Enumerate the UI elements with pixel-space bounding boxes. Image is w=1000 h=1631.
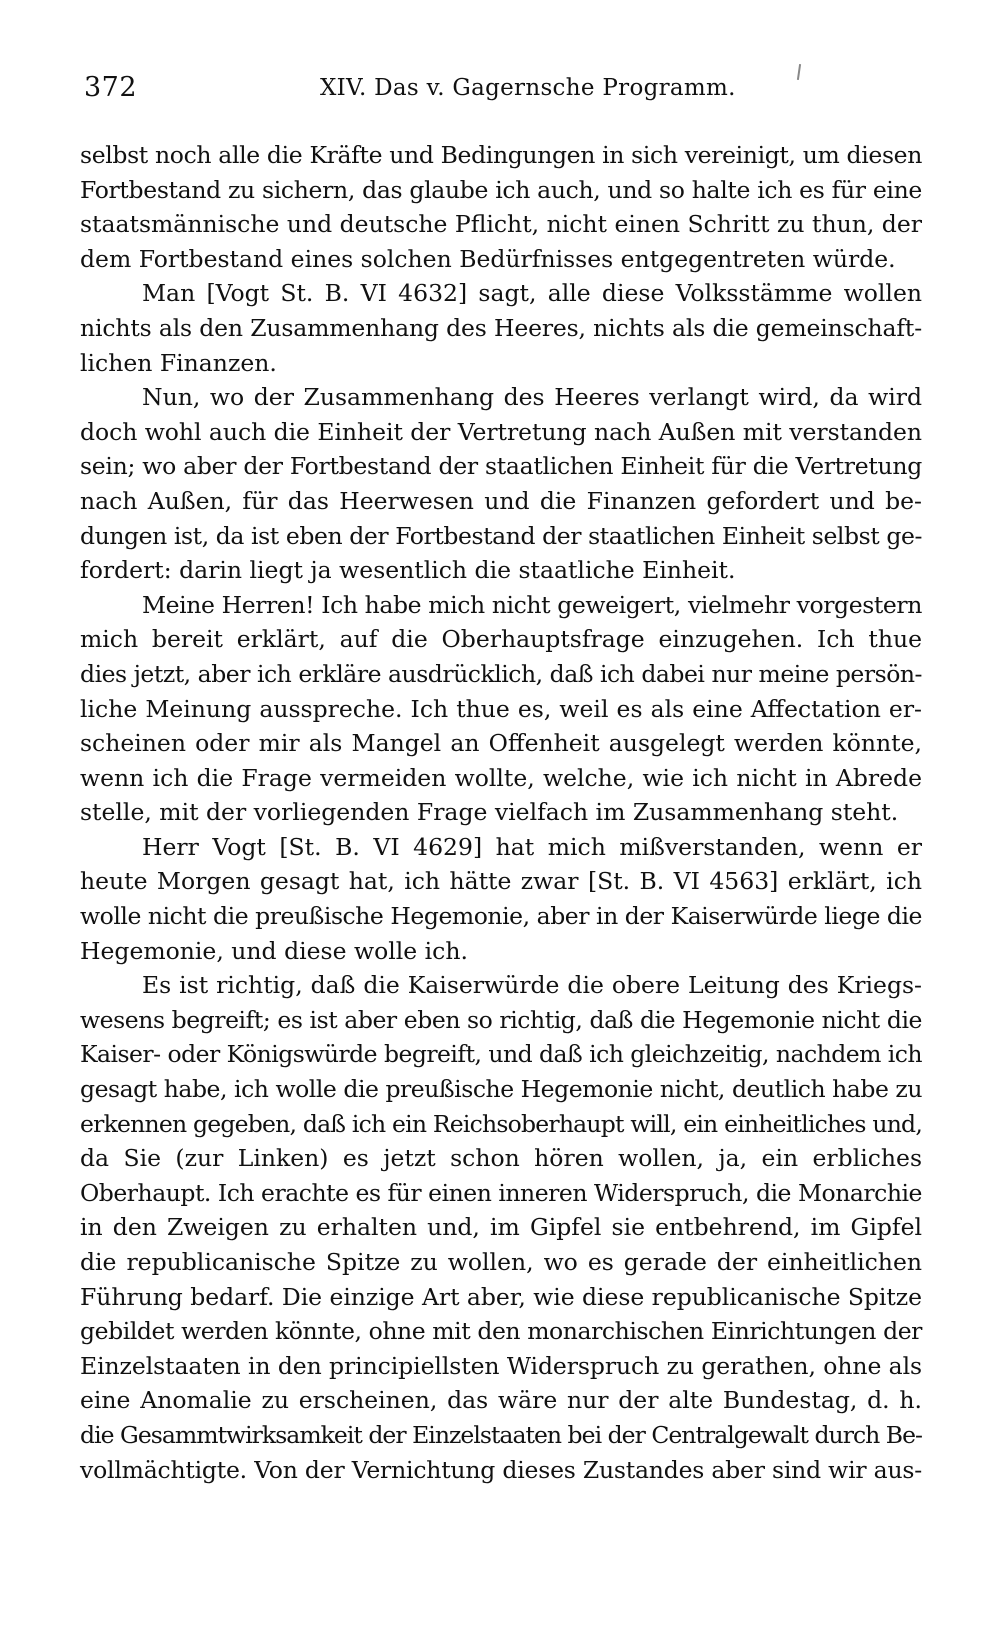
body-text xyxy=(80,138,922,1487)
page-number: 372 xyxy=(84,72,138,103)
text-line: dem Fortbestand eines solchen Bedürfnisses entgegentreten würde. xyxy=(80,244,896,273)
text-line: Hegemonie, und diese wolle ich. xyxy=(80,936,468,965)
text-line: stelle, mit der vorliegenden Frage vielfach im Zusammenhang steht. xyxy=(80,798,899,827)
text-line: Meine Herren! Ich habe mich nicht geweigert, vielmehr vorgestern xyxy=(142,590,922,619)
text-line: Herr Vogt [St. B. VI 4629] hat mich mißverstanden, wenn er xyxy=(142,832,922,861)
text-line: Man [Vogt St. B. VI 4632] sagt, alle diese Volksstämme wollen xyxy=(142,279,922,308)
text-line: sein; wo aber der Fortbestand der staatlichen Einheit für die Vertretung xyxy=(80,452,922,481)
text-line: fordert: darin liegt ja wesentlich die staatliche Einheit. xyxy=(80,556,736,585)
text-line: wesens begreift; es ist aber eben so richtig, daß die Hegemonie nicht die xyxy=(80,1005,922,1034)
text-line: selbst noch alle die Kräfte und Bedingungen in sich vereinigt, um diesen xyxy=(80,141,922,169)
text-line: Einzelstaaten in den principiellsten Widerspruch zu gerathen, ohne als xyxy=(80,1351,923,1380)
text-line: die republicanische Spitze zu wollen, wo es gerade der einheitlichen xyxy=(80,1248,922,1276)
text-line: lichen Finanzen. xyxy=(80,348,277,377)
text-line: liche Meinung ausspreche. Ich thue es, weil es als eine Affectation er- xyxy=(80,694,922,723)
text-line: Führung bedarf. Die einzige Art aber, wie diese republicanische Spitze xyxy=(80,1282,922,1311)
text-line: gesagt habe, ich wolle die preußische Hegemonie nicht, deutlich habe zu xyxy=(80,1075,922,1104)
text-line: Es ist richtig, daß die Kaiserwürde die obere Leitung des Kriegs- xyxy=(142,971,922,1000)
text-line: Nun, wo der Zusammenhang des Heeres verlangt wird, da wird xyxy=(142,383,922,412)
text-line: wolle nicht die preußische Hegemonie, aber in der Kaiserwürde liege die xyxy=(80,902,922,931)
text-line: mich bereit erklärt, auf die Oberhauptsfrage einzugehen. Ich thue xyxy=(80,625,922,654)
text-line: scheinen oder mir als Mangel an Offenheit ausgelegt werden könnte, xyxy=(80,729,922,758)
text-line: dies jetzt, aber ich erkläre ausdrücklich, daß ich dabei nur meine persön- xyxy=(80,659,922,688)
text-line: da Sie (zur Linken) es jetzt schon hören wollen, ja, ein erbliches xyxy=(80,1144,922,1173)
chapter-title: XIV. Das v. Gagernsche Programm. xyxy=(320,75,736,101)
text-line: gebildet werden könnte, ohne mit den monarchischen Einrichtungen der xyxy=(80,1317,922,1346)
running-head xyxy=(82,68,918,108)
text-line: eine Anomalie zu erscheinen, das wäre nur der alte Bundestag, d. h. xyxy=(80,1386,922,1415)
text-line: staatsmännische und deutsche Pflicht, nicht einen Schritt zu thun, der xyxy=(80,210,922,239)
text-line: in den Zweigen zu erhalten und, im Gipfel sie entbehrend, im Gipfel xyxy=(80,1213,922,1242)
text-line: vollmächtigte. Von der Vernichtung dieses Zustandes aber sind wir aus- xyxy=(80,1455,922,1484)
text-line: wenn ich die Frage vermeiden wollte, welche, wie ich nicht in Abrede xyxy=(80,763,922,792)
text-line: nach Außen, für das Heerwesen und die Finanzen gefordert und be- xyxy=(80,486,922,515)
text-line: heute Morgen gesagt hat, ich hätte zwar [St. B. VI 4563] erklärt, ich xyxy=(80,867,922,896)
text-line: dungen ist, da ist eben der Fortbestand der staatlichen Einheit selbst ge- xyxy=(80,521,922,550)
text-line: doch wohl auch die Einheit der Vertretung nach Außen mit verstanden xyxy=(80,417,922,446)
text-line: Fortbestand zu sichern, das glaube ich auch, und so halte ich es für eine xyxy=(80,175,922,204)
text-line: Oberhaupt. Ich erachte es für einen inneren Widerspruch, die Monarchie xyxy=(80,1178,922,1207)
text-line: die Gesammtwirksamkeit der Einzelstaaten bei der Centralgewalt durch Be- xyxy=(80,1420,923,1449)
text-line: erkennen gegeben, daß ich ein Reichsoberhaupt will, ein einheitliches und, xyxy=(80,1109,922,1138)
text-line: nichts als den Zusammenhang des Heeres, nichts als die gemeinschaft- xyxy=(80,313,922,342)
text-line: Kaiser- oder Königswürde begreift, und daß ich gleichzeitig, nachdem ich xyxy=(80,1040,922,1069)
